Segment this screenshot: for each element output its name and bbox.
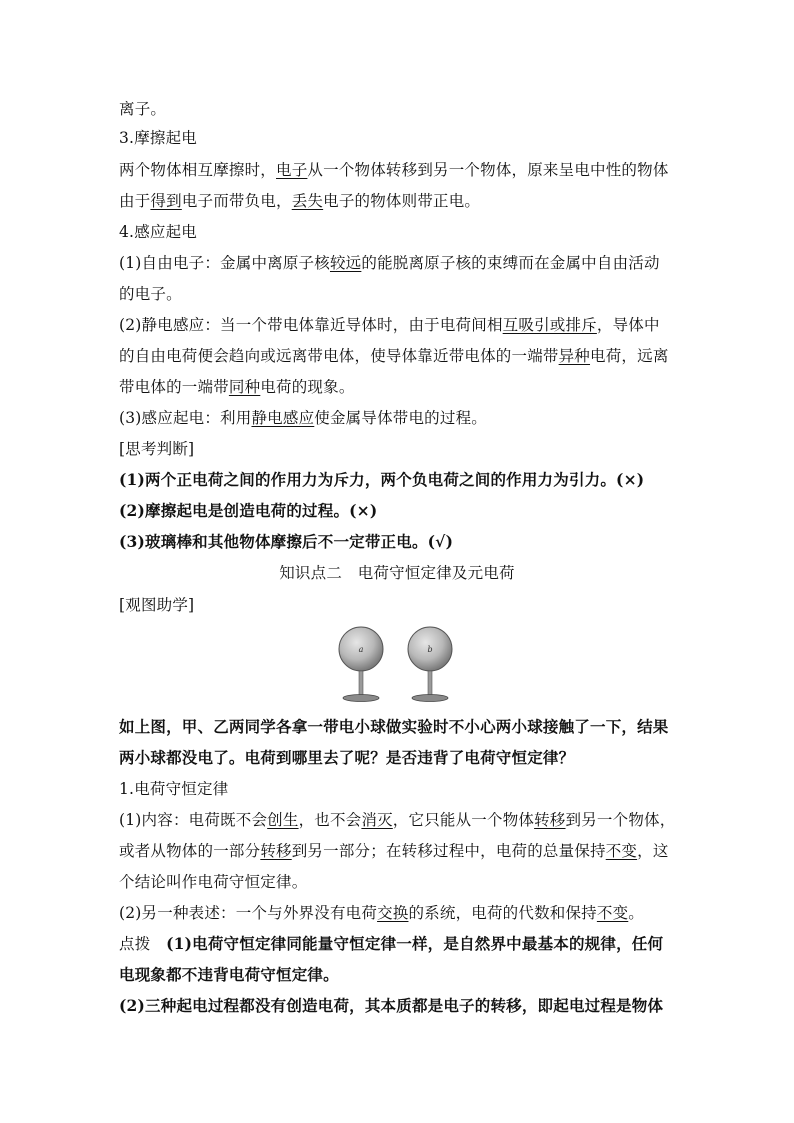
text-segment: 电荷的现象。 [260, 378, 355, 396]
text-line [119, 716, 679, 738]
text-line [119, 809, 679, 831]
text-segment: 1.电荷守恒定律 [119, 780, 229, 798]
text-line [119, 407, 679, 429]
sphere-b [408, 627, 452, 702]
underlined-answer: 转移 [534, 811, 566, 829]
text-segment: 带电体的一端带 [119, 378, 229, 396]
text-segment: 从一个物体转移到另一个物体，原来呈电中性的物体 [307, 161, 669, 179]
text-line [119, 283, 679, 305]
text-segment: 知识点二 电荷守恒定律及元电荷 [279, 564, 515, 582]
text-segment: (1)自由电子：金属中离原子核 [119, 254, 330, 272]
sphere-a-label: a [358, 645, 364, 654]
text-segment: 电子的物体则带正电。 [323, 192, 481, 210]
underlined-answer: 不变 [596, 904, 629, 922]
text-line [119, 902, 679, 924]
text-line [119, 531, 679, 553]
text-segment: (2)三种起电过程都没有创造电荷，其本质都是电子的转移，即起电过程是物体 [119, 996, 664, 1015]
text-line [119, 127, 679, 149]
text-line [119, 747, 679, 769]
text-segment: 的系统，电荷的代数和保持 [408, 904, 597, 922]
text-line [119, 314, 679, 336]
text-line [119, 778, 679, 800]
text-segment: (1)内容：电荷既不会 [119, 811, 268, 829]
text-segment: 点拨 [119, 935, 167, 953]
text-segment: (3)感应起电：利用 [119, 409, 252, 427]
text-segment: 的自由电荷便会趋向或远离带电体，使导体靠近带电体的一端带 [119, 347, 559, 365]
text-segment: (2)静电感应：当一个带电体靠近导体时，由于电荷间相 [119, 316, 503, 334]
text-line [119, 190, 679, 212]
text-segment: (3)玻璃棒和其他物体摩擦后不一定带正电。(√) [119, 532, 454, 551]
text-segment: 的能脱离原子核的束缚而在金属中自由活动 [361, 254, 660, 272]
text-segment: (1)两个正电荷之间的作用力为斥力，两个负电荷之间的作用力为引力。(×) [119, 470, 645, 489]
text-line [119, 252, 679, 274]
underlined-answer: 消灭 [361, 811, 393, 829]
text-segment: 电子而带负电， [181, 192, 292, 210]
underlined-answer: 电子 [276, 161, 308, 179]
text-segment: [思考判断] [119, 440, 195, 458]
text-line [119, 964, 679, 986]
underlined-answer: 创生 [267, 811, 299, 829]
underlined-answer: 不变 [605, 842, 638, 860]
text-line [119, 562, 675, 584]
text-segment: 的电子。 [119, 285, 182, 303]
text-line [119, 438, 679, 460]
text-line [119, 500, 679, 522]
text-line [119, 594, 679, 616]
text-line [119, 995, 679, 1017]
text-segment: 由于 [119, 192, 151, 210]
text-line [119, 469, 679, 491]
text-segment: 到另一部分；在转移过程中，电荷的总量保持 [291, 842, 606, 860]
text-segment: 两小球都没电了。电荷到哪里去了呢？是否违背了电荷守恒定律？ [119, 748, 575, 767]
text-line [119, 98, 679, 120]
text-line [119, 159, 679, 181]
text-segment: ，也不会 [298, 811, 362, 829]
text-segment: [观图助学] [119, 596, 195, 614]
text-line [119, 221, 679, 243]
text-segment: (2)摩擦起电是创造电荷的过程。(×) [119, 501, 378, 520]
text-segment: ，它只能从一个物体 [392, 811, 535, 829]
underlined-answer: 互吸引或排斥 [502, 316, 597, 334]
underlined-answer: 较远 [329, 254, 362, 272]
sphere-a [339, 627, 383, 702]
text-segment: 。 [628, 904, 644, 922]
text-segment: (2)另一种表述：一个与外界没有电荷 [119, 904, 378, 922]
text-segment: 4.感应起电 [119, 223, 197, 241]
underlined-answer: 同种 [228, 378, 261, 396]
text-segment: ，这 [637, 842, 669, 860]
text-line [119, 871, 679, 893]
text-segment: 电现象都不违背电荷守恒定律。 [119, 965, 339, 984]
text-segment: ，导体中 [596, 316, 660, 334]
text-segment: 使金属导体带电的过程。 [314, 409, 487, 427]
text-segment: (1)电荷守恒定律同能量守恒定律一样，是自然界中最基本的规律，任何 [166, 934, 664, 953]
text-segment: 如上图，甲、乙两同学各拿一带电小球做实验时不小心两小球接触了一下，结果 [119, 717, 669, 736]
two-charged-spheres-figure [332, 624, 466, 704]
text-segment: 离子。 [119, 100, 167, 118]
text-segment: 个结论叫作电荷守恒定律。 [119, 873, 308, 891]
text-segment: 两个物体相互摩擦时， [119, 161, 277, 179]
underlined-answer: 转移 [260, 842, 292, 860]
text-line [119, 840, 679, 862]
text-segment: 或者从物体的一部分 [119, 842, 261, 860]
underlined-answer: 静电感应 [251, 409, 315, 427]
text-segment: 电荷，远离 [590, 347, 669, 365]
text-segment: 到另一个物体， [565, 811, 676, 829]
text-segment: 3.摩擦起电 [119, 129, 197, 147]
text-line [119, 376, 679, 398]
text-line [119, 345, 679, 367]
sphere-b-label: b [427, 645, 433, 654]
underlined-answer: 交换 [377, 904, 409, 922]
text-line [119, 933, 679, 955]
underlined-answer: 异种 [558, 347, 591, 365]
underlined-answer: 丢失 [291, 192, 324, 210]
underlined-answer: 得到 [150, 192, 182, 210]
